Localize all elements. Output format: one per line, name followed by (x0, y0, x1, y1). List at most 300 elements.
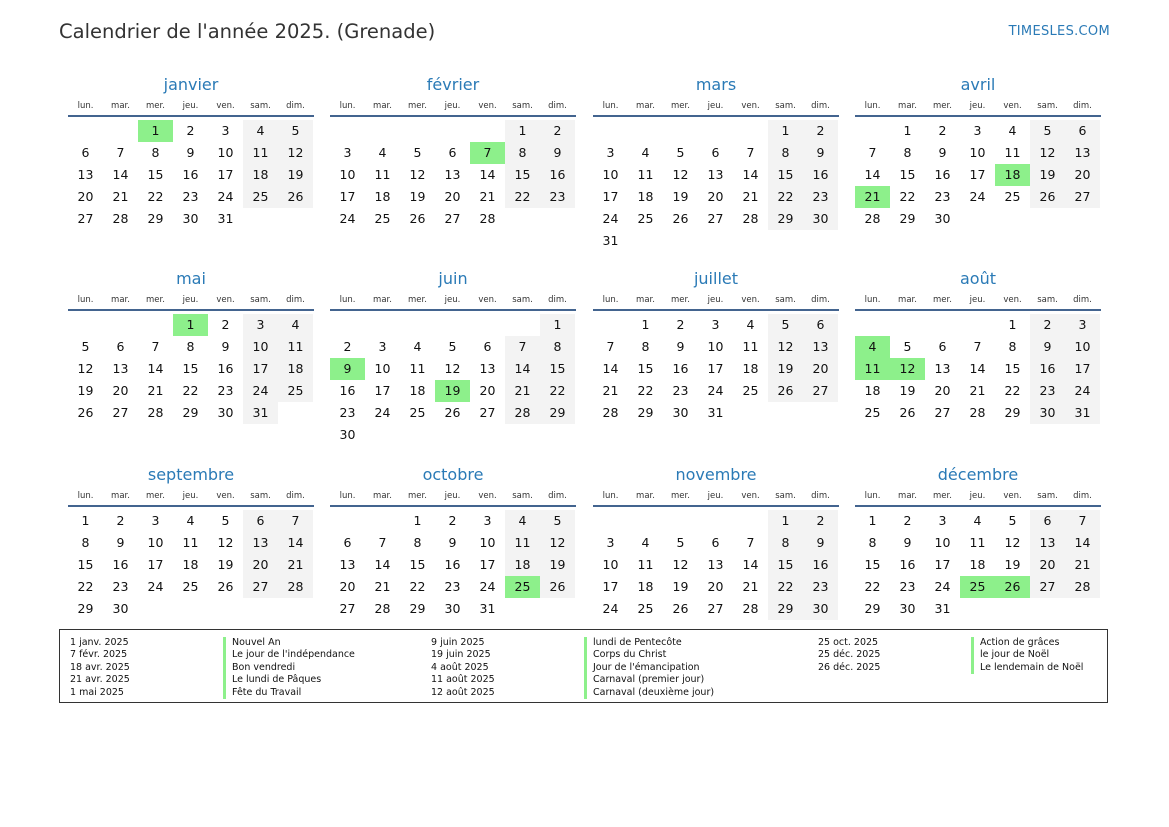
empty-cell (470, 314, 505, 336)
weekday-label: jeu. (969, 491, 986, 501)
day-cell: 25 (278, 380, 313, 402)
day-cell: 10 (243, 336, 278, 358)
day-cell: 4 (278, 314, 313, 336)
day-cell: 11 (1004, 145, 1021, 160)
day-cell: 6 (116, 339, 125, 354)
day-cell: 17 (602, 189, 619, 204)
holiday-name: Carnaval (deuxième jour) (584, 687, 714, 699)
day-cell: 23 (934, 189, 951, 204)
weekday-header (330, 488, 576, 507)
month-10 (330, 463, 576, 620)
month-name: mars (695, 75, 737, 94)
holiday-date: 11 août 2025 (431, 674, 495, 686)
holiday-name: Corps du Christ (584, 649, 666, 661)
day-cell: 13 (803, 336, 838, 358)
day-cell: 5 (221, 513, 230, 528)
day-cell: 29 (147, 211, 164, 226)
day-grid (330, 120, 576, 230)
day-cell: 11 (969, 535, 986, 550)
day-cell: 27 (1065, 186, 1100, 208)
day-cell: 2 (803, 510, 838, 532)
month-9 (68, 463, 314, 620)
month-4 (855, 73, 1101, 230)
day-cell: 16 (112, 557, 129, 572)
day-grid (68, 510, 314, 620)
day-cell: 29 (637, 405, 654, 420)
empty-cell (68, 314, 103, 336)
day-cell: 29 (182, 405, 199, 420)
day-cell: 8 (903, 145, 912, 160)
day-cell: 26 (444, 405, 461, 420)
day-cell: 16 (803, 164, 838, 186)
day-cell: 21 (278, 554, 313, 576)
day-cell: 5 (676, 535, 685, 550)
day-cell: 16 (540, 164, 575, 186)
day-cell: 27 (444, 211, 461, 226)
day-cell: 20 (1065, 164, 1100, 186)
day-cell: 4 (378, 145, 387, 160)
day-cell: 23 (444, 579, 461, 594)
weekday-label: mar. (636, 491, 655, 501)
day-cell: 31 (602, 233, 619, 248)
day-cell: 21 (742, 189, 759, 204)
day-cell: 30 (672, 405, 689, 420)
brand-link[interactable]: TIMESLES.COM (1008, 24, 1110, 39)
day-cell: 9 (186, 145, 195, 160)
day-cell: 16 (1030, 358, 1065, 380)
weekday-label: lun. (77, 491, 94, 501)
day-cell: 5 (768, 314, 803, 336)
day-cell: 26 (672, 211, 689, 226)
day-grid (593, 314, 839, 424)
day-cell: 25 (182, 579, 199, 594)
day-cell: 25 (637, 601, 654, 616)
weekday-label: jeu. (969, 101, 986, 111)
day-cell: 6 (483, 339, 492, 354)
holiday-name: lundi de Pentecôte (584, 637, 682, 649)
day-cell: 21 (374, 579, 391, 594)
day-grid (593, 510, 839, 620)
day-cell: 17 (934, 557, 951, 572)
day-cell: 26 (899, 405, 916, 420)
day-cell: 6 (803, 314, 838, 336)
day-cell: 13 (1030, 532, 1065, 554)
day-cell: 21 (112, 189, 129, 204)
day-cell: 5 (278, 120, 313, 142)
weekday-label: mar. (898, 101, 917, 111)
day-cell: 8 (641, 339, 650, 354)
holiday-date: 7 févr. 2025 (70, 649, 128, 661)
day-cell: 14 (742, 557, 759, 572)
day-cell: 2 (116, 513, 125, 528)
day-cell: 11 (637, 167, 654, 182)
day-cell: 25 (637, 211, 654, 226)
holiday-entry (70, 637, 355, 649)
weekday-label: dim. (286, 101, 305, 111)
holiday-column (70, 637, 355, 699)
day-cell: 20 (444, 189, 461, 204)
weekday-label: mar. (111, 491, 130, 501)
empty-cell (365, 510, 400, 532)
day-grid (855, 510, 1101, 620)
day-cell: 10 (217, 145, 234, 160)
day-cell: 9 (540, 142, 575, 164)
day-cell: 11 (742, 339, 759, 354)
day-cell: 8 (1008, 339, 1017, 354)
day-cell: 9 (938, 145, 947, 160)
weekday-label: mer. (933, 295, 952, 305)
day-cell: 22 (864, 579, 881, 594)
day-cell: 18 (637, 189, 654, 204)
month-8 (855, 267, 1101, 424)
day-cell: 5 (903, 339, 912, 354)
empty-cell (330, 120, 365, 142)
weekday-label: sam. (775, 295, 796, 305)
day-cell: 8 (186, 339, 195, 354)
day-cell: 4 (243, 120, 278, 142)
month-name: janvier (163, 75, 219, 94)
day-cell: 19 (278, 164, 313, 186)
day-cell: 9 (803, 142, 838, 164)
day-cell: 13 (707, 557, 724, 572)
day-cell: 13 (479, 361, 496, 376)
weekday-label: jeu. (182, 295, 199, 305)
day-cell: 28 (969, 405, 986, 420)
day-cell: 19 (768, 358, 803, 380)
day-cell: 2 (1030, 314, 1065, 336)
day-cell: 30 (803, 208, 838, 230)
day-cell: 9 (221, 339, 230, 354)
day-cell: 6 (1065, 120, 1100, 142)
day-cell: 19 (77, 383, 94, 398)
holiday-date: 26 déc. 2025 (818, 661, 881, 673)
weekday-label: ven. (216, 491, 235, 501)
empty-cell (628, 120, 663, 142)
empty-cell (960, 314, 995, 336)
day-cell: 18 (742, 361, 759, 376)
empty-cell (855, 314, 890, 336)
weekday-label: jeu. (182, 491, 199, 501)
day-cell: 3 (483, 513, 492, 528)
holiday-entry (431, 674, 714, 686)
holiday-name: Le lundi de Pâques (223, 674, 321, 686)
day-cell: 12 (1030, 142, 1065, 164)
day-cell: 27 (934, 405, 951, 420)
day-cell: 21 (479, 189, 496, 204)
day-cell: 26 (768, 380, 803, 402)
day-cell: 5 (413, 145, 422, 160)
day-cell: 15 (77, 557, 94, 572)
day-cell: 11 (505, 532, 540, 554)
weekday-header (855, 488, 1101, 507)
day-cell: 6 (243, 510, 278, 532)
empty-cell (593, 510, 628, 532)
day-cell: 12 (540, 532, 575, 554)
day-cell: 21 (1065, 554, 1100, 576)
month-5 (68, 267, 314, 424)
day-cell: 3 (378, 339, 387, 354)
empty-cell (663, 510, 698, 532)
day-cell: 15 (147, 167, 164, 182)
day-cell: 19 (672, 189, 689, 204)
day-cell: 14 (278, 532, 313, 554)
day-cell: 31 (707, 405, 724, 420)
day-cell: 28 (112, 211, 129, 226)
day-cell: 14 (374, 557, 391, 572)
weekday-label: mer. (408, 491, 427, 501)
day-cell: 17 (147, 557, 164, 572)
day-cell: 20 (1030, 554, 1065, 576)
weekday-label: lun. (339, 295, 356, 305)
day-cell: 12 (768, 336, 803, 358)
weekday-header (593, 292, 839, 311)
day-cell: 22 (637, 383, 654, 398)
day-cell: 24 (707, 383, 724, 398)
weekday-label: mar. (636, 101, 655, 111)
weekday-header (68, 292, 314, 311)
weekday-label: ven. (216, 101, 235, 111)
day-cell: 24 (339, 211, 356, 226)
weekday-label: sam. (512, 491, 533, 501)
holiday-name: Le jour de l'indépendance (223, 649, 355, 661)
day-cell: 28 (278, 576, 313, 598)
day-cell: 19 (409, 189, 426, 204)
day-cell: 20 (707, 579, 724, 594)
holiday-column (431, 637, 714, 699)
day-cell: 10 (147, 535, 164, 550)
weekday-label: sam. (250, 295, 271, 305)
day-cell: 16 (217, 361, 234, 376)
holiday-column (818, 637, 1083, 674)
day-cell: 10 (602, 557, 619, 572)
holiday-date: 1 janv. 2025 (70, 637, 129, 648)
empty-cell (855, 120, 890, 142)
day-cell: 12 (217, 535, 234, 550)
holiday-entry (70, 649, 355, 661)
day-cell: 14 (1065, 532, 1100, 554)
day-cell: 10 (374, 361, 391, 376)
day-cell: 28 (864, 211, 881, 226)
holiday-date: 25 déc. 2025 (818, 649, 881, 661)
day-cell: 24 (1065, 380, 1100, 402)
day-cell: 8 (413, 535, 422, 550)
holiday-entry (431, 637, 714, 649)
day-cell: 19 (1030, 164, 1065, 186)
day-cell: 25 (374, 211, 391, 226)
weekday-label: mar. (898, 295, 917, 305)
weekday-label: mer. (146, 491, 165, 501)
day-cell: 27 (803, 380, 838, 402)
day-cell: 6 (81, 145, 90, 160)
day-cell: 27 (243, 576, 278, 598)
day-cell: 20 (112, 383, 129, 398)
day-cell: 20 (339, 579, 356, 594)
day-cell: 1 (868, 513, 877, 528)
weekday-label: jeu. (444, 295, 461, 305)
day-cell: 1 (505, 120, 540, 142)
day-cell: 27 (112, 405, 129, 420)
day-cell: 3 (606, 535, 615, 550)
weekday-header (855, 98, 1101, 117)
day-cell: 26 (77, 405, 94, 420)
day-cell: 1 (768, 510, 803, 532)
weekday-label: jeu. (444, 491, 461, 501)
weekday-label: mer. (671, 491, 690, 501)
day-cell: 1 (413, 513, 422, 528)
day-cell: 2 (186, 123, 195, 138)
holiday-date: 1 mai 2025 (70, 686, 124, 698)
weekday-label: mar. (373, 295, 392, 305)
weekday-label: jeu. (444, 101, 461, 111)
day-cell: 10 (1065, 336, 1100, 358)
day-cell: 28 (742, 601, 759, 616)
day-cell: 10 (339, 167, 356, 182)
month-name: novembre (675, 465, 757, 484)
weekday-label: mer. (408, 101, 427, 111)
day-cell: 11 (243, 142, 278, 164)
day-cell: 7 (746, 145, 755, 160)
holiday-name: Carnaval (premier jour) (584, 674, 704, 686)
weekday-label: lun. (77, 295, 94, 305)
day-cell: 13 (707, 167, 724, 182)
day-cell: 18 (409, 383, 426, 398)
day-cell: 23 (339, 405, 356, 420)
day-cell: 12 (1004, 535, 1021, 550)
day-cell: 2 (540, 120, 575, 142)
day-grid (855, 120, 1101, 230)
holiday-date: 9 juin 2025 (431, 637, 485, 648)
day-cell: 18 (243, 164, 278, 186)
day-cell: 31 (217, 211, 234, 226)
day-cell: 15 (409, 557, 426, 572)
day-cell: 17 (339, 189, 356, 204)
day-cell: 17 (217, 167, 234, 182)
day-cell: 3 (343, 145, 352, 160)
weekday-label: ven. (478, 295, 497, 305)
day-grid (855, 314, 1101, 424)
empty-cell (400, 314, 435, 336)
weekday-label: jeu. (707, 295, 724, 305)
day-cell: 24 (217, 189, 234, 204)
day-cell: 20 (77, 189, 94, 204)
day-cell: 24 (934, 579, 951, 594)
day-cell: 8 (868, 535, 877, 550)
empty-cell (365, 314, 400, 336)
day-cell: 2 (343, 339, 352, 354)
day-cell: 2 (448, 513, 457, 528)
holiday-name: Nouvel An (223, 637, 281, 649)
day-cell: 15 (768, 164, 803, 186)
holiday-day-cell: 19 (435, 380, 470, 402)
weekday-label: lun. (77, 101, 94, 111)
day-cell: 30 (444, 601, 461, 616)
day-cell: 20 (707, 189, 724, 204)
day-cell: 12 (672, 557, 689, 572)
day-cell: 12 (444, 361, 461, 376)
weekday-label: lun. (864, 101, 881, 111)
day-cell: 12 (278, 142, 313, 164)
weekday-label: mer. (146, 101, 165, 111)
day-cell: 18 (182, 557, 199, 572)
day-cell: 18 (278, 358, 313, 380)
day-cell: 16 (899, 557, 916, 572)
day-cell: 25 (864, 405, 881, 420)
month-1 (68, 73, 314, 230)
holiday-day-cell: 12 (890, 358, 925, 380)
weekday-label: sam. (250, 101, 271, 111)
day-cell: 14 (969, 361, 986, 376)
empty-cell (330, 314, 365, 336)
day-cell: 2 (676, 317, 685, 332)
day-cell: 10 (479, 535, 496, 550)
holiday-day-cell: 25 (505, 576, 540, 598)
day-cell: 14 (505, 358, 540, 380)
day-cell: 5 (676, 145, 685, 160)
holiday-name: Bon vendredi (223, 662, 295, 674)
day-cell: 3 (221, 123, 230, 138)
month-11 (593, 463, 839, 620)
weekday-label: mar. (636, 295, 655, 305)
weekday-label: jeu. (707, 101, 724, 111)
weekday-label: dim. (1073, 101, 1092, 111)
day-cell: 25 (1004, 189, 1021, 204)
day-cell: 14 (864, 167, 881, 182)
day-cell: 7 (868, 145, 877, 160)
day-grid (68, 120, 314, 230)
weekday-label: ven. (741, 101, 760, 111)
day-cell: 30 (217, 405, 234, 420)
holiday-entry (431, 687, 714, 699)
weekday-label: lun. (864, 295, 881, 305)
day-cell: 24 (243, 380, 278, 402)
weekday-header (330, 292, 576, 311)
day-cell: 1 (540, 314, 575, 336)
day-cell: 15 (899, 167, 916, 182)
day-cell: 11 (637, 557, 654, 572)
day-cell: 11 (409, 361, 426, 376)
weekday-label: ven. (216, 295, 235, 305)
day-cell: 16 (934, 167, 951, 182)
day-cell: 26 (409, 211, 426, 226)
day-cell: 9 (676, 339, 685, 354)
weekday-label: lun. (339, 491, 356, 501)
weekday-header (330, 98, 576, 117)
holiday-name: Fête du Travail (223, 687, 301, 699)
day-cell: 21 (969, 383, 986, 398)
weekday-label: lun. (602, 491, 619, 501)
day-cell: 11 (182, 535, 199, 550)
day-cell: 15 (1004, 361, 1021, 376)
day-cell: 10 (602, 167, 619, 182)
weekday-label: ven. (478, 101, 497, 111)
empty-cell (103, 314, 138, 336)
day-cell: 26 (540, 576, 575, 598)
weekday-label: sam. (512, 295, 533, 305)
holiday-date: 25 oct. 2025 (818, 637, 879, 648)
day-cell: 15 (637, 361, 654, 376)
weekday-label: sam. (1037, 491, 1058, 501)
weekday-label: sam. (775, 491, 796, 501)
day-cell: 28 (505, 402, 540, 424)
day-cell: 29 (409, 601, 426, 616)
holiday-date: 21 avr. 2025 (70, 674, 130, 686)
month-name: février (426, 75, 480, 94)
day-cell: 9 (448, 535, 457, 550)
day-cell: 18 (864, 383, 881, 398)
day-cell: 22 (182, 383, 199, 398)
day-cell: 5 (1008, 513, 1017, 528)
day-cell: 14 (742, 167, 759, 182)
